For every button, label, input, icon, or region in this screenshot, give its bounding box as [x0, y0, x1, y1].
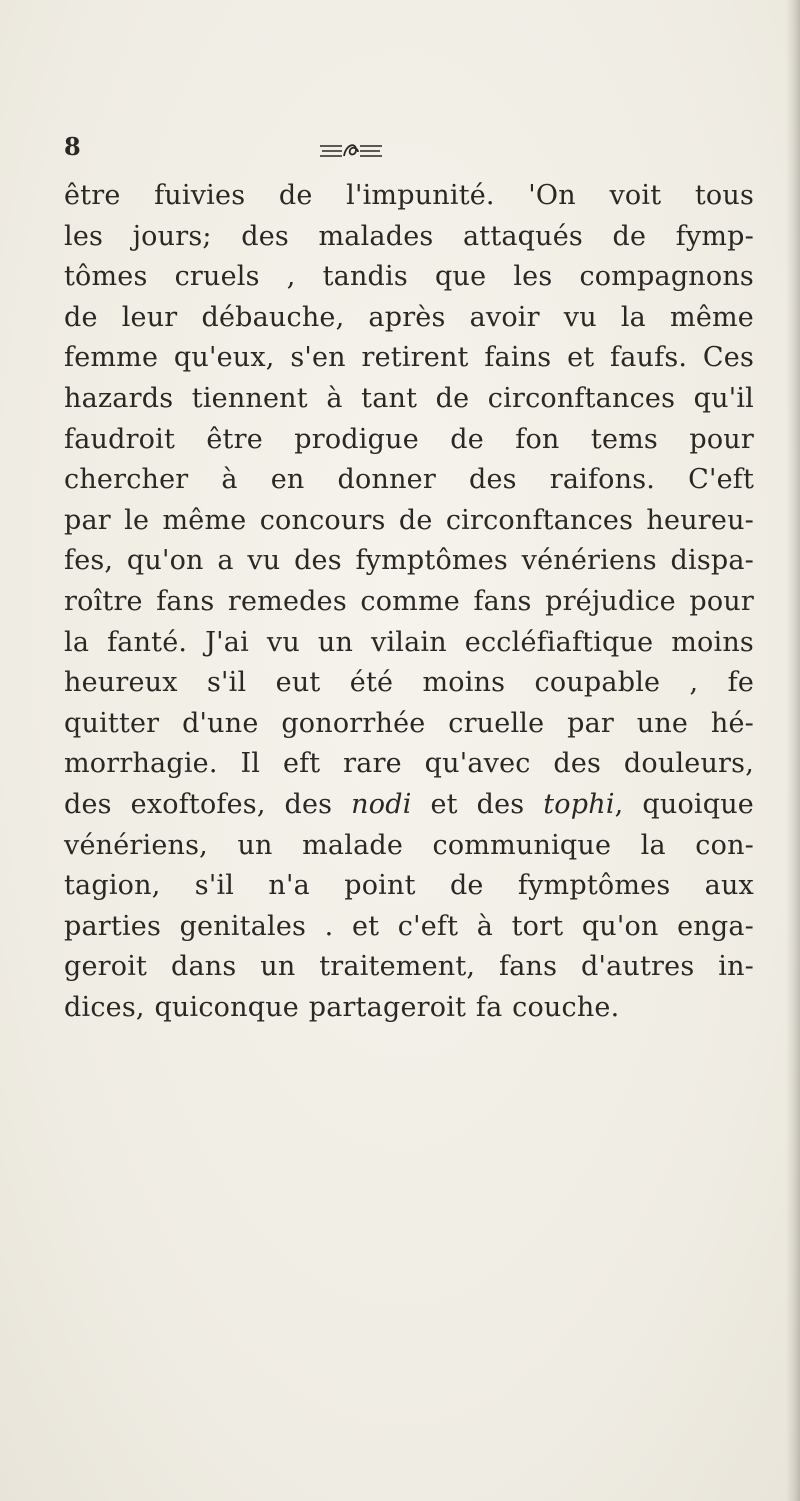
text-line: dices, quiconque partageroit fa couche. [64, 991, 620, 1023]
text-line: fes, qu'on a vu des fymptômes vénériens dispa- [64, 545, 754, 577]
text-segment: , quoique [614, 788, 754, 820]
text-line: de leur débauche, après avoir vu la même [64, 301, 754, 333]
text-line: la fanté. J'ai vu un vilain eccléfiaftique moins [64, 626, 754, 658]
text-line: geroit dans un traitement, fans d'autres in- [64, 951, 754, 983]
text-segment: des exoftofes, des [64, 788, 352, 820]
text-line [64, 785, 754, 826]
text-line: par le même concours de circonftances heureu- [64, 504, 754, 536]
text-line: tagion, s'il n'a point de fymptômes aux [64, 870, 754, 902]
header-ornament-icon [318, 140, 384, 160]
text-line: heureux s'il eut été moins coupable , fe [64, 667, 754, 699]
page-edge-shadow [786, 0, 800, 1501]
latin-term-nodi: nodi [351, 788, 412, 820]
text-line: chercher à en donner des raifons. C'eft [64, 464, 754, 496]
text-line: roître fans remedes comme fans préjudice pour [64, 585, 754, 617]
text-line: vénériens, un malade communique la con- [64, 829, 754, 861]
text-line: tômes cruels , tandis que les compagnons [64, 261, 754, 293]
text-line: faudroit être prodigue de fon tems pour [64, 423, 754, 455]
body-text [64, 176, 754, 1028]
text-line: quitter d'une gonorrhée cruelle par une hé- [64, 707, 754, 739]
text-line: morrhagie. Il eft rare qu'avec des douleurs, [64, 748, 754, 780]
text-line: femme qu'eux, s'en retirent fains et faufs. Ces [64, 342, 754, 374]
text-line: les jours; des malades attaqués de fymp- [64, 220, 754, 252]
text-segment: et des [411, 788, 544, 820]
text-line: hazards tiennent à tant de circonftances qu'il [64, 382, 754, 414]
text-line: parties genitales . et c'eft à tort qu'on enga- [64, 910, 754, 942]
latin-term-tophi: tophi [543, 788, 615, 820]
page-number: 8 [64, 132, 82, 161]
text-line: être fuivies de l'impunité. 'On voit tous [64, 180, 754, 211]
